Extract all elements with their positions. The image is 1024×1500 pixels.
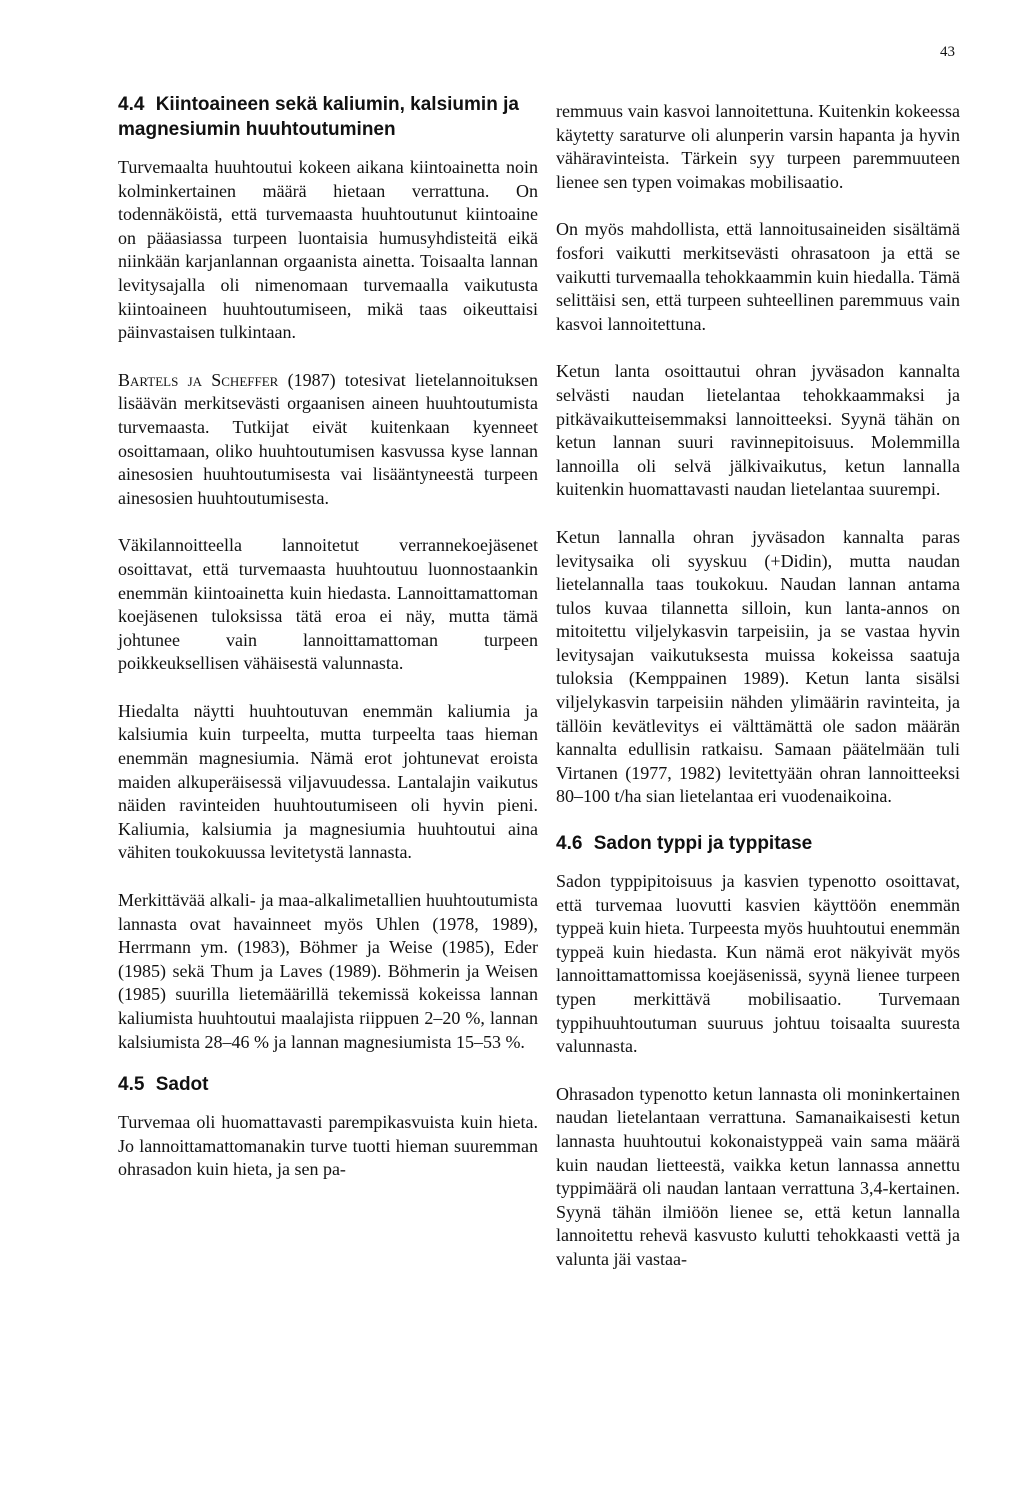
section-number: 4.6	[556, 833, 583, 855]
paragraph: Turvemaalta huuhtoutui kokeen aikana kiintoainetta noin kolminkertainen määrä hietaan verrattuna. On todennäköistä, että turvemaasta huuhtoutunut kiintoaine on pääasiassa turpeen luontaisia humusyhdisteitä eikä niinkään karjanlannan orgaanista ainetta. Toisaalta lannan levitysajalla oli nimenomaan turvemaalla vaikutusta kiintoaineen huuhtoutumiseen, mikä taas oikeuttaisi päinvastaisen tulkintaan.	[118, 157, 538, 343]
left-column	[118, 92, 538, 1206]
paragraph: On myös mahdollista, että lannoitusaineiden sisältämä fosfori vaikutti merkitsevästi ohrasatoon ja että se vaikutti turvemaalla tehokkaammin kuin hiedalla. Tämä selittäisi sen, että turpeen suhteellinen paremmuus vain kasvoi lannoitettuna.	[556, 219, 960, 334]
section-heading-4-4	[118, 92, 538, 142]
page-number: 43	[940, 44, 955, 60]
paragraph-citation	[118, 369, 538, 511]
paragraph: Hiedalta näytti huuhtoutuvan enemmän kaliumia ja kalsiumia kuin turpeelta, mutta turpeelta taas hieman enemmän magnesiumia. Nämä erot johtunevat eroista maiden alkuperäisessä viljavuudessa. Lantalajin vaikutus näiden ravinteiden huuhtoutumiseen oli hyvin pieni. Kaliumia, kalsiumia ja magnesiumia huuhtoutui aina vähiten toukokuussa levitetystä lannasta.	[118, 700, 538, 863]
paragraph: Ohrasadon typenotto ketun lannasta oli moninkertainen naudan lietelantaan verrattuna. Samanaikaisesti ketun lannasta huuhtoutui kokonaistyppeä vain sama määrä kuin naudan lietteestä, vaikka ketun lannassa annettu typpimäärä oli naudan lantaan verrattuna 3,4-kertainen. Syynä tähän ilmiöön lienee se, että ketun lannalla lannoitettu rehevä kasvusto kulutti tehokkaasti vettä ja valunta jäi vastaa-	[556, 1083, 960, 1269]
section-title: Kiintoaineen sekä kaliumin, kalsiumin ja magnesiumin huuhtoutuminen	[118, 94, 519, 140]
paragraph: Turvemaa oli huomattavasti parempikasvuista kuin hieta. Jo lannoittamattomanakin turve tuotti hieman suuremman ohrasadon kuin hieta, ja sen pa-	[118, 1112, 538, 1180]
paragraph: Merkittävää alkali- ja maa-alkalimetallien huuhtoutumista lannasta ovat havainneet myös Uhlen (1978, 1989), Herrmann ym. (1983), Böhmer ja Weise (1985), Eder (1985) sekä Thum ja Laves (1989). Böhmerin ja Weisen (1985) suurilla lietemäärillä tekemissä kokeissa lannan kaliumista huuhtoutui maalajista riippuen 2–20 %, lannan kalsiumista 28–46 % ja lannan magnesiumista 15–53 %.	[118, 890, 538, 1052]
right-column	[556, 100, 960, 1296]
paragraph: Ketun lannalla ohran jyväsadon kannalta paras levitysaika oli syyskuu (+Didin), mutta naudan lietelannalla taas toukokuu. Naudan lannan antama tulos kuvaa tilannetta silloin, kun lanta-annos on mitoitettu viljelykasvin tarpeisiin, ja se vastaa hyvin levitysajan vaikutuksesta muissa kokeissa saatuja tuloksia (Kemppainen 1989). Ketun lanta sisälsi viljelykasvin tarpeisiin nähden ylimäärin ravinteita, ja tällöin kevätlevitys ei välttämättä ole sadon määrän kannalta edullisin ratkaisu. Samaan päätelmään tuli Virtanen (1977, 1982) levitettyään ohran lannoitteeksi 80–100 t/ha sian lietelantaa eri vuodenaikoina.	[556, 526, 960, 807]
section-heading-4-5	[118, 1072, 538, 1097]
section-heading-4-6	[556, 831, 960, 856]
section-number: 4.4	[118, 94, 145, 115]
citation-ref: Bartels ja Scheffer (1987)	[118, 369, 336, 390]
paragraph: Ketun lanta osoittautui ohran jyväsadon kannalta selvästi naudan lietelantaa tehokkaammaksi ja pitkävaikutteisemmaksi lannoitteeksi. Syynä tähän on ketun lannan suuri ravinnepitoisuus. Molemmilla lannoilla oli selvä jälkivaikutus, ketun lannalla kuitenkin huomattavasti naudan lietelantaa suurempi.	[556, 361, 960, 500]
paragraph: Väkilannoitteella lannoitetut verrannekoejäsenet osoittavat, että turvemaasta huuhtoutuu luonnostaankin enemmän kiintoainetta kuin hiedasta. Lannoittamattoman koejäsenen tuloksissa tätä eroa ei näy, mutta tämä johtunee vain lannoittamattoman turpeen poikkeuksellisen vähäisestä valunnasta.	[118, 535, 538, 674]
section-title: Sadot	[155, 1074, 209, 1096]
section-title: Sadon typpi ja typpitase	[593, 833, 813, 855]
section-number: 4.5	[118, 1074, 145, 1096]
paragraph: remmuus vain kasvoi lannoitettuna. Kuitenkin kokeessa käytetty saraturve oli alunperin varsin hapanta ja hyvin vähäravinteista. Tärkein syy turpeen paremmuuteen lienee sen typen voimakas mobilisaatio.	[556, 101, 960, 192]
paragraph: Sadon typpipitoisuus ja kasvien typenotto osoittavat, että turvemaa luovutti kasvien käyttöön enemmän typpeä kuin hieta. Turpeesta myös huuhtoutui enemmän typpeä kuin hiedasta. Kun nämä erot näkyivät myös lannoittamattomissa koejäsenissä, syynä lienee turpeen typen merkittävä mobilisaatio. Turvemaan typpihuuhtoutuman suuruus johtuu toisaalta suuresta valunnasta.	[556, 871, 960, 1057]
paragraph-text: totesivat lietelannoituksen lisäävän merkitsevästi orgaanisen aineen huuhtoutumista turvemaasta. Tutkijat eivät kuitenkaan kyenneet osoittamaan, oliko huuhtoutumisen kasvussa kyse lannan ainesosien huuhtoutumisesta vai lisääntyneestä turpeen ainesosien huuhtoutumisesta.	[118, 369, 538, 508]
